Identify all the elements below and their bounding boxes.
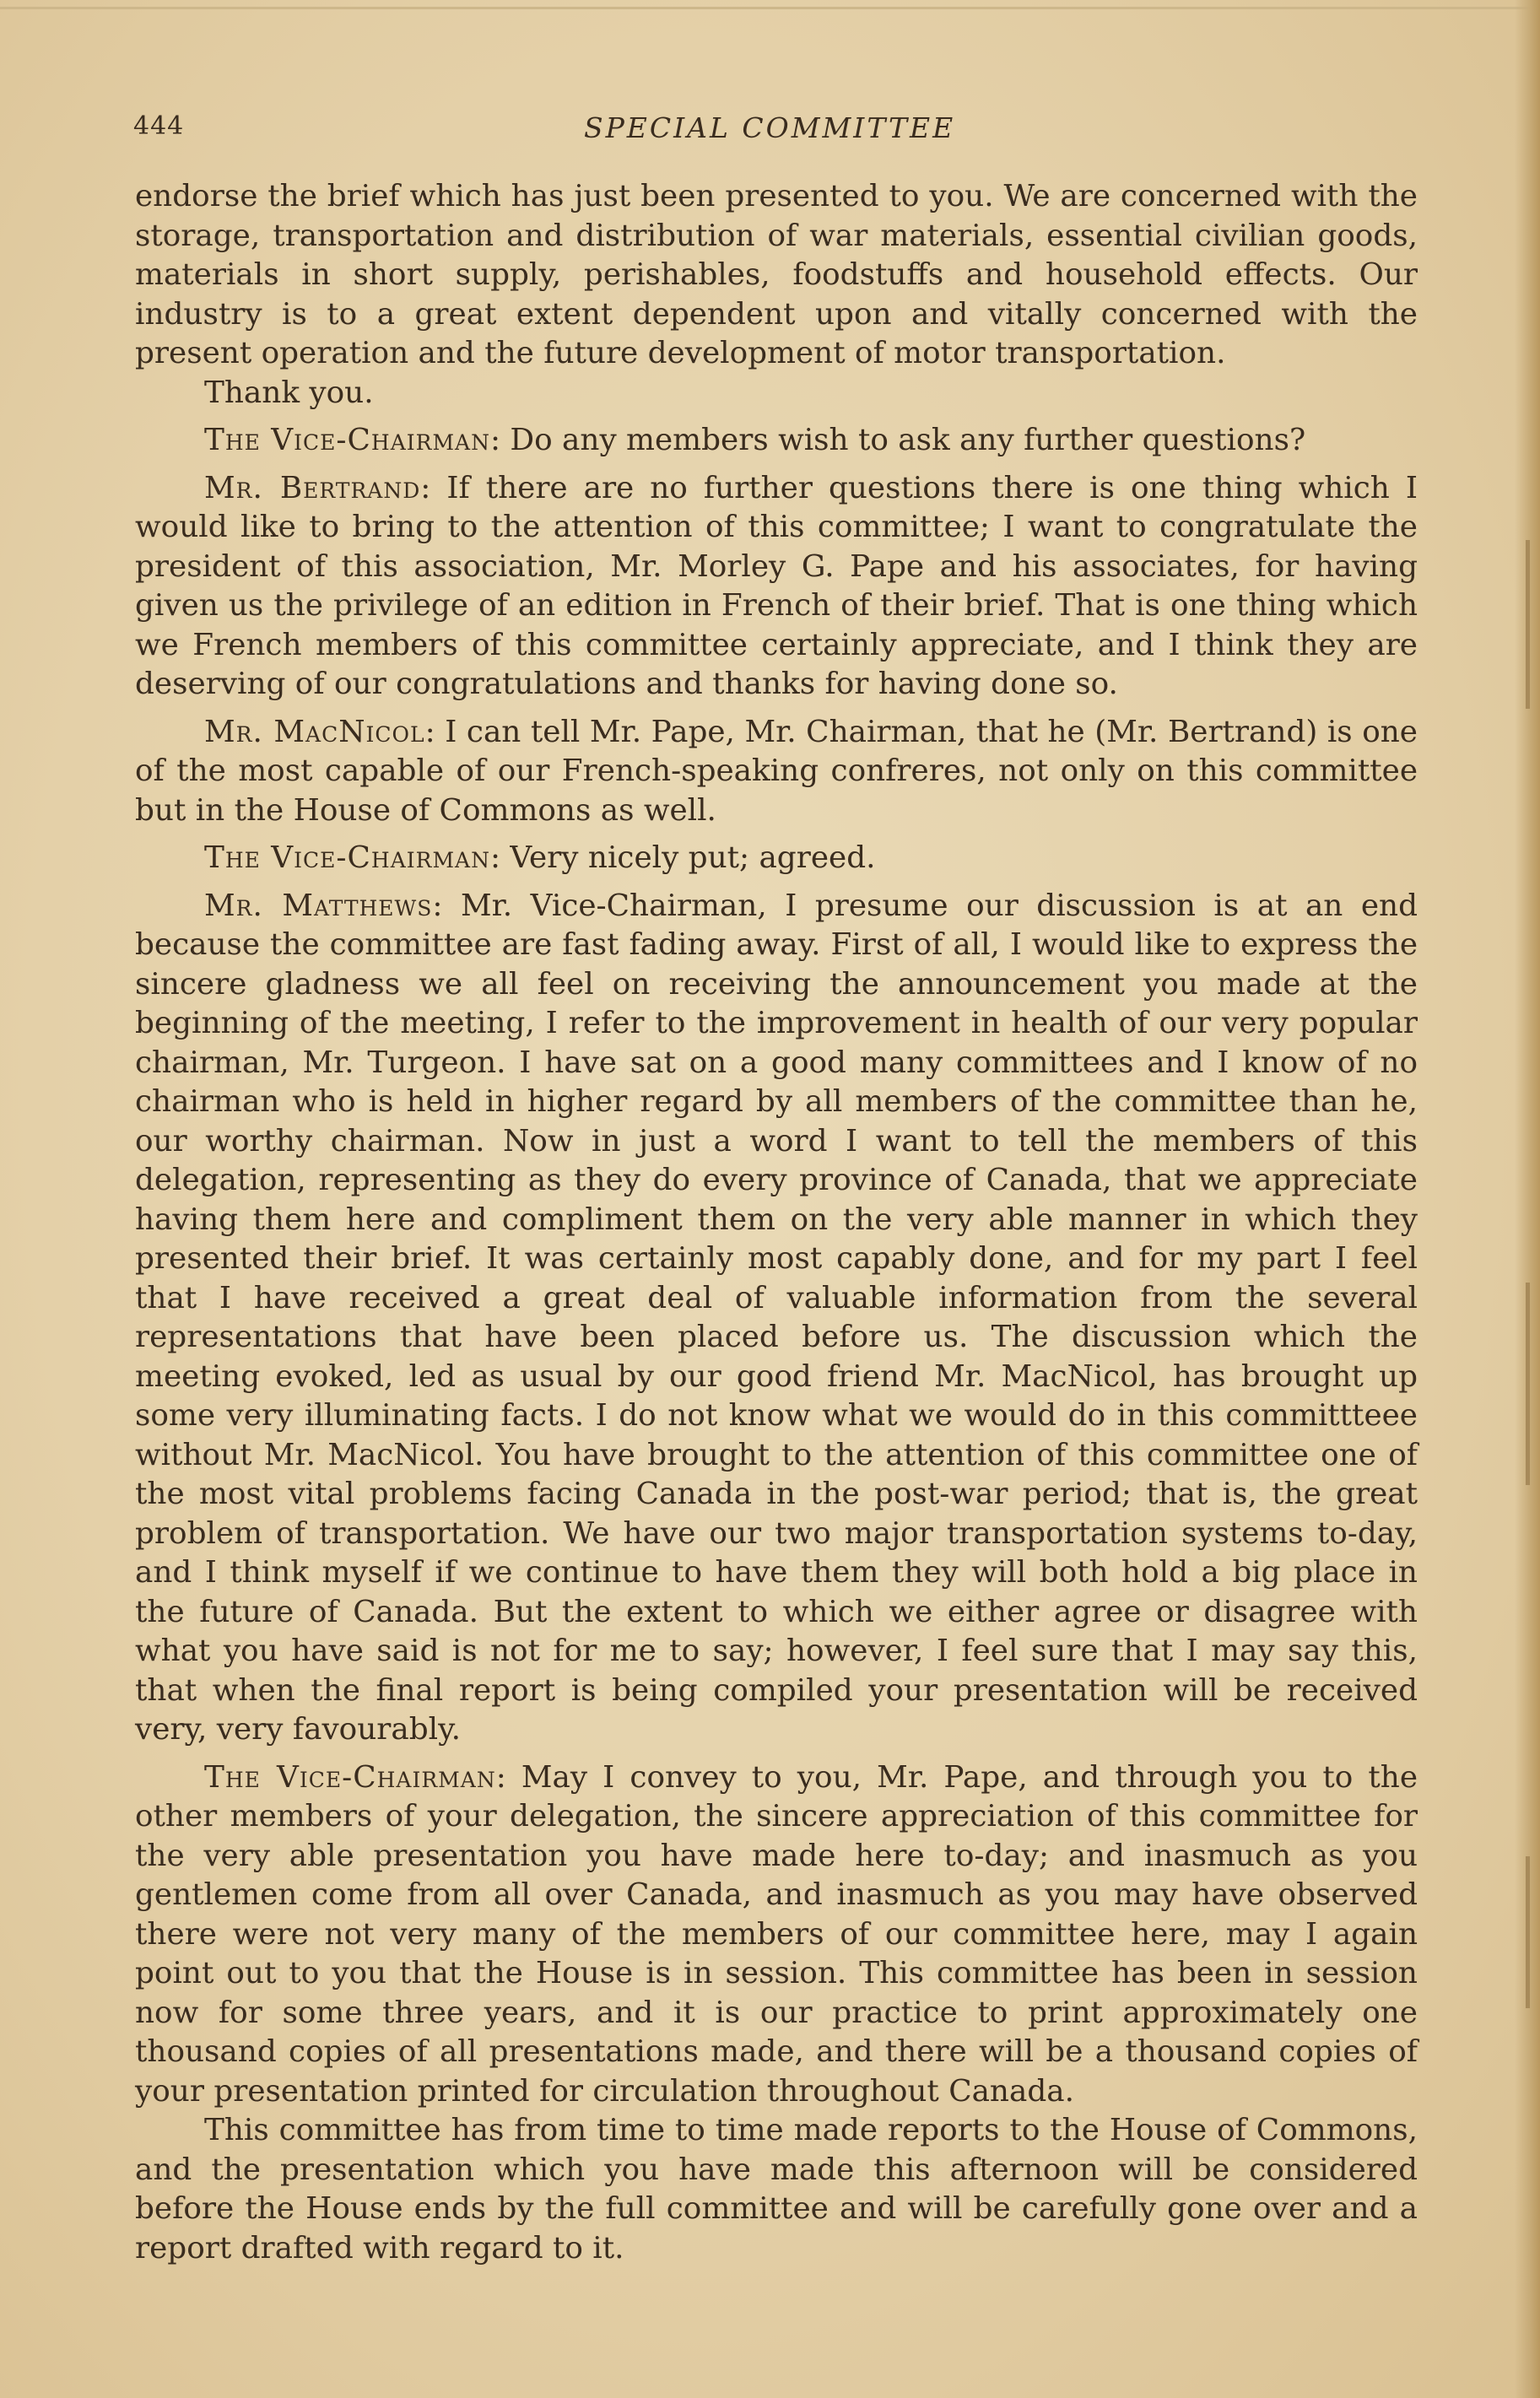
paragraph [135,2111,1418,2268]
speaker-name: The Vice-Chairman [204,840,490,875]
paragraph-text: endorse the brief which has just been presented to you. We are concerned with the storage, transportation and distribution of war materials, essential civilian goods, materials in short supply, perishables, foodstuffs and household effects. Our industry is to a great extent dependent upon and vitally concerned with the present operation and the future development of motor transportation. [135,179,1418,370]
edge-mark [1526,540,1530,709]
paragraph-text: : If there are no further questions there is one thing which I would like to bring to the attention of this committee; I want to congratulate the president of this association, Mr. Morley G. Pape and his associates, for having given us the privilege of an edition in French of their brief. That is one thing which we French members of this committee certainly appreciate, and I think they are deserving of our congratulations and thanks for having done so. [135,470,1418,701]
paragraph-text: : Do any members wish to ask any further questions? [489,423,1306,457]
paragraph [135,421,1418,461]
paragraph-text: : Mr. Vice-Chairman, I presume our discussion is at an end because the committee are fast fading away. First of all, I would like to express the sincere gladness we all feel on receiving the announcement you made at the beginning of the meeting, I refer to the improvement in health of our very popular chairman, Mr. Turgeon. I have sat on a good many committees and I know of no chairman who is held in higher regard by all members of the committee than he, our worthy chairman. Now in just a word I want to tell the members of this delegation, representing as they do every province of Canada, that we appreciate having them here and compliment them on the very able manner in which they presented their brief. It was certainly most capably done, and for my part I feel that I have received a great deal of valuable information from the several representations that have been placed before us. The discussion which the meeting evoked, led as usual by our good friend Mr. MacNicol, has brought up some very illuminating facts. I do not know what we would do in this committteee without Mr. MacNicol. You have brought to the attention of this committee one of the most vital problems facing Canada in the post-war period; that is, the great problem of transportation. We have our two major transportation systems to-day, and I think myself if we continue to have them they will both hold a big place in the future of Canada. But the extent to which we either agree or disagree with what you have said is not for me to say; however, I feel sure that I may say this, that when the final report is being compiled your presentation will be received very, very favourably. [135,888,1418,1747]
speaker-name: Mr. Matthews [204,888,433,923]
running-head: SPECIAL COMMITTEE [584,111,956,144]
page-edge [1515,0,1540,2398]
paragraph-text: This committee has from time to time made reports to the House of Commons, and the presentation which you have made this afternoon will be considered before the House ends by the full committee and will be carefully gone over and a report drafted with regard to it. [135,2113,1418,2266]
edge-mark [1526,1283,1530,1485]
body-text [135,177,1418,2268]
paragraph-text: : I can tell Mr. Pape, Mr. Chairman, that he (Mr. Bertrand) is one of the most capable of our French-speaking confreres, not only on this committee but in the House of Commons as well. [135,714,1418,828]
paragraph [135,177,1418,374]
edge-mark [1526,1856,1530,2008]
speaker-name: Mr. MacNicol [204,714,425,749]
speaker-name: The Vice-Chairman [204,423,490,457]
top-rule [0,7,1540,9]
paragraph [135,713,1418,831]
paragraph-text: Thank you. [204,375,374,410]
paragraph [135,1758,1418,2112]
speaker-name: Mr. Bertrand [204,470,421,505]
page-header [133,111,1399,154]
paragraph [135,887,1418,1750]
paragraph [135,374,1418,413]
speaker-name: The Vice-Chairman [204,1759,496,1795]
paragraph-text: : May I convey to you, Mr. Pape, and through you to the other members of your delegation, the sincere appreciation of this committee for the very able presentation you have made here to-day; and inasmuch as you gentlemen come from all over Canada, and inasmuch as you may have observed there were not very many of the members of our committee here, may I again point out to you that the House is in session. This committee has been in session now for some three years, and it is our practice to print approximately one thousand copies of all presentations made, and there will be a thousand copies of your presentation printed for circulation throughout Canada. [135,1759,1418,2109]
paragraph-text: : Very nicely put; agreed. [489,840,876,875]
page-number: 444 [133,111,185,141]
paragraph [135,469,1418,705]
paragraph [135,839,1418,878]
